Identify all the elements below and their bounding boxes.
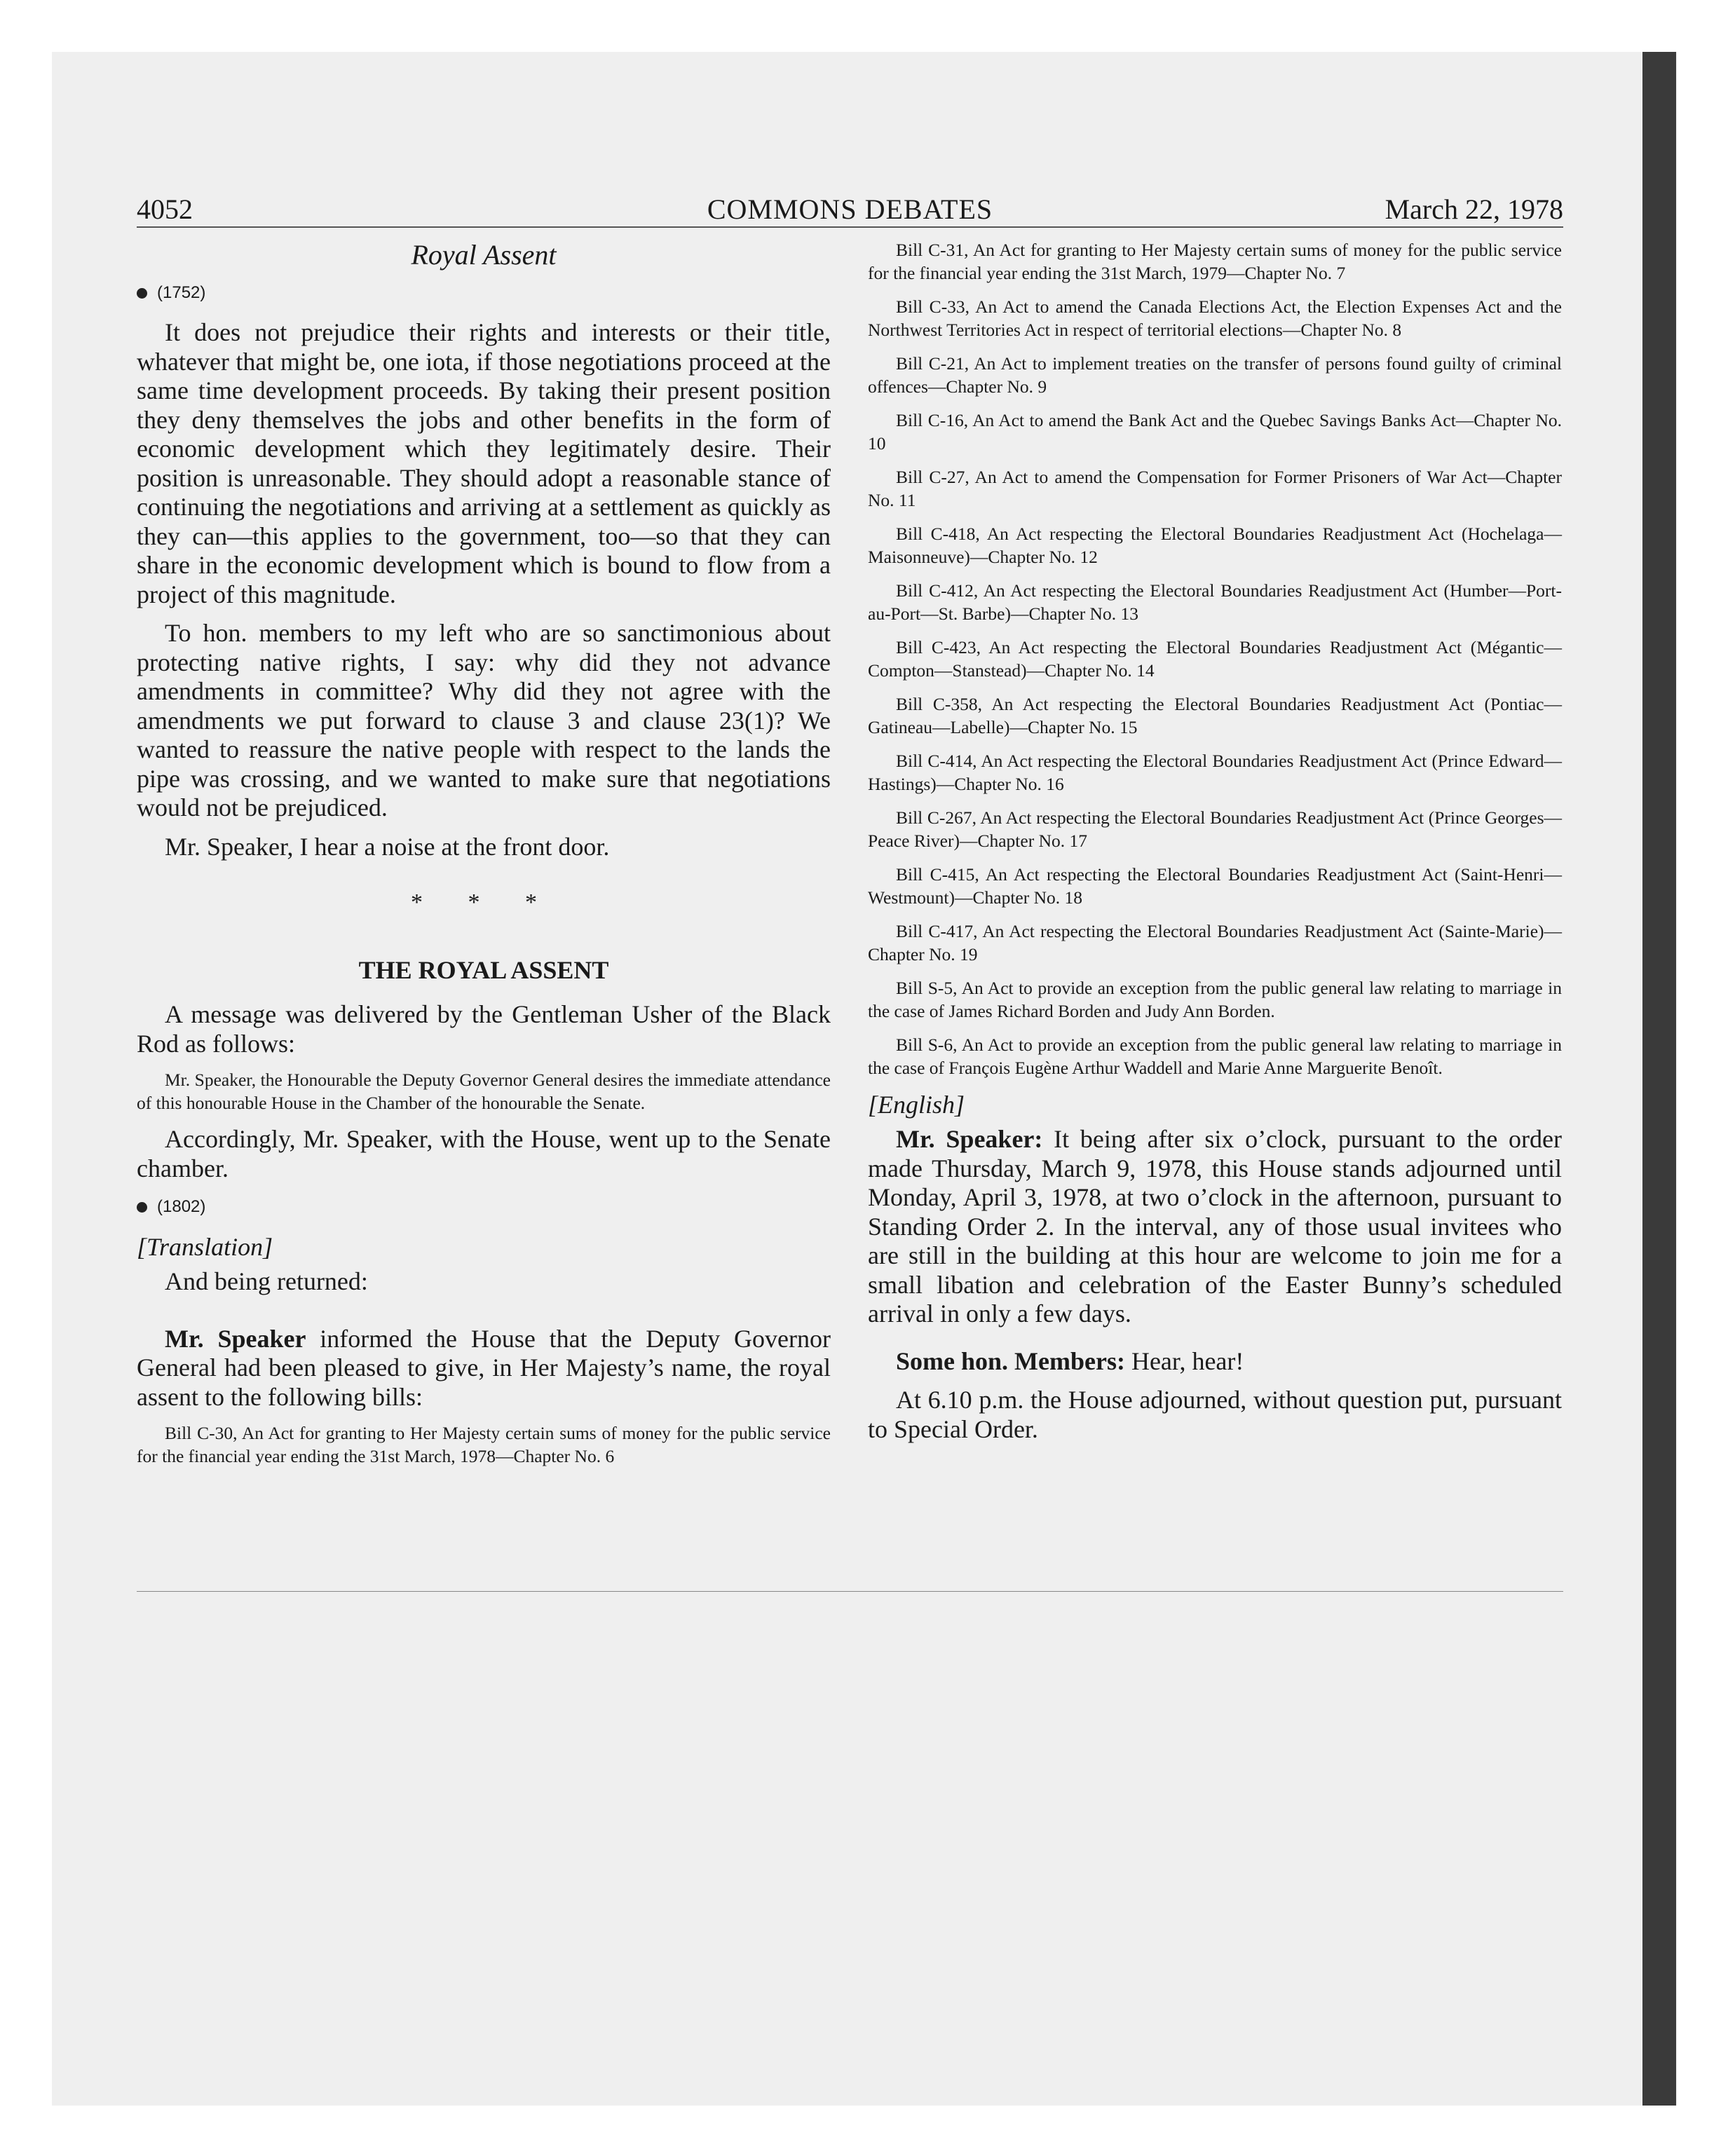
paragraph-text: It being after six o’clock, pursuant to the order made Thursday, March 9, 1978, this House stands adjourned until Monday, April 3, 1978, at two o’clock in the afternoon, pursuant to Standing Order 2. In the interval, any of those usual invitees who are still in the building at this hour are welcome to join me for a small libation and celebration of the Easter Bunny’s scheduled arrival in only a few days. [868,1125,1563,1328]
section-title: Royal Assent [411,239,557,271]
bottom-rule [137,1591,1563,1592]
time-marker-text: (1752) [157,283,206,302]
bill-item: Bill C-30, An Act for granting to Her Majesty certain sums of money for the public service for the financial year ending the 31st March, 1978—Chapter No. 6 [137,1423,831,1466]
bill-item: Bill C-16, An Act to amend the Bank Act and the Quebec Savings Banks Act—Chapter No. 10 [868,410,1562,453]
bill-item: Bill C-414, An Act respecting the Electoral Boundaries Readjustment Act (Prince Edward—Hastings)—Chapter No. 16 [868,751,1562,794]
time-marker [137,1197,831,1217]
language-marker: [Translation] [137,1233,273,1261]
language-marker: [English] [868,1091,965,1119]
section-divider: * * * [411,889,557,915]
bill-item: Bill C-267, An Act respecting the Electoral Boundaries Readjustment Act (Prince Georges—Peace River)—Chapter No. 17 [868,807,1562,851]
time-marker [137,283,831,303]
bill-item: Bill C-27, An Act to amend the Compensation for Former Prisoners of War Act—Chapter No. 11 [868,467,1562,510]
paragraph-text: Hear, hear! [1124,1346,1244,1375]
page-number: 4052 [137,193,193,225]
page-header [137,193,1563,228]
section-heading: THE ROYAL ASSENT [358,956,609,984]
scan-edge [1642,52,1676,2106]
bill-item: Bill C-33, An Act to amend the Canada Elections Act, the Election Expenses Act and the Northwest Territories Act in respect of territorial elections—Chapter No. 8 [868,296,1562,340]
left-column [137,238,831,1478]
paragraph: It does not prejudice their rights and interests or their title, whatever that might be, one iota, if those negotiations proceed at the same time development proceeds. By taking their present position they deny themselves the jobs and other benefits in the form of economic development which they legitimately desire. Their position is unreasonable. They should adopt a reasonable stance of continuing the negotiations and arriving at a settlement as quickly as they can—this applies to the government, too—so that they can share in the economic development which is bound to flow from a project of this magnitude. [137,318,831,608]
paragraph [868,1347,1562,1377]
paragraph: Accordingly, Mr. Speaker, with the House, went up to the Senate chamber. [137,1125,831,1182]
speaker-name: Some hon. Members: [896,1346,1125,1375]
speaker-name: Mr. Speaker: [896,1125,1043,1153]
bill-item: Bill C-418, An Act respecting the Electoral Boundaries Readjustment Act (Hochelaga—Maisonneuve)—Chapter No. 12 [868,524,1562,567]
bill-item: Bill C-21, An Act to implement treaties on the transfer of persons found guilty of criminal offences—Chapter No. 9 [868,353,1562,397]
page-date: March 22, 1978 [1384,193,1563,225]
paragraph: At 6.10 p.m. the House adjourned, without question put, pursuant to Special Order. [868,1386,1562,1443]
bill-item: Bill C-31, An Act for granting to Her Majesty certain sums of money for the public service for the financial year ending the 31st March, 1979—Chapter No. 7 [868,240,1562,283]
time-marker-text: (1802) [157,1197,206,1216]
bill-item: Bill S-6, An Act to provide an exception from the public general law relating to marriage in the case of François Eugène Arthur Waddell and Marie Anne Marguerite Benoît. [868,1035,1562,1078]
paragraph: Mr. Speaker, I hear a noise at the front door. [165,832,610,861]
paragraph-text: informed the House that the Deputy Governor General had been pleased to give, in Her Majesty’s name, the royal assent to the following bills: [137,1324,831,1411]
bill-item: Bill C-358, An Act respecting the Electoral Boundaries Readjustment Act (Pontiac—Gatineau—Labelle)—Chapter No. 15 [868,694,1562,737]
paragraph [868,1125,1562,1329]
bill-item: Bill C-417, An Act respecting the Electoral Boundaries Readjustment Act (Sainte-Marie)—Chapter No. 19 [868,921,1562,964]
speaker-name: Mr. Speaker [165,1324,306,1353]
quoted-message: Mr. Speaker, the Honourable the Deputy Governor General desires the immediate attendance of this honourable House in the Chamber of the honourable the Senate. [137,1070,831,1113]
bill-item: Bill C-412, An Act respecting the Electoral Boundaries Readjustment Act (Humber—Port-au-Port—St. Barbe)—Chapter No. 13 [868,580,1562,624]
paragraph: To hon. members to my left who are so sanctimonious about protecting native rights, I say: why did they not advance amendments in committee? Why did they not agree with the amendments we put forward to clause 3 and clause 23(1)? We wanted to reassure the native people with respect to the lands the pipe was crossing, and we wanted to make sure that negotiations would not be prejudiced. [137,619,831,821]
publication-title: COMMONS DEBATES [707,193,993,225]
bullet-icon [137,288,147,299]
bill-item: Bill C-415, An Act respecting the Electoral Boundaries Readjustment Act (Saint-Henri—Westmount)—Chapter No. 18 [868,864,1562,908]
bill-item: Bill S-5, An Act to provide an exception from the public general law relating to marriage in the case of James Richard Borden and Judy Ann Borden. [868,978,1562,1021]
paragraph: A message was delivered by the Gentleman Usher of the Black Rod as follows: [137,1000,831,1058]
right-column [868,238,1562,1454]
paragraph [137,1325,831,1412]
bill-item: Bill C-423, An Act respecting the Electoral Boundaries Readjustment Act (Mégantic—Compton—Stanstead)—Chapter No. 14 [868,637,1562,681]
bullet-icon [137,1202,147,1213]
paragraph: And being returned: [165,1267,368,1295]
